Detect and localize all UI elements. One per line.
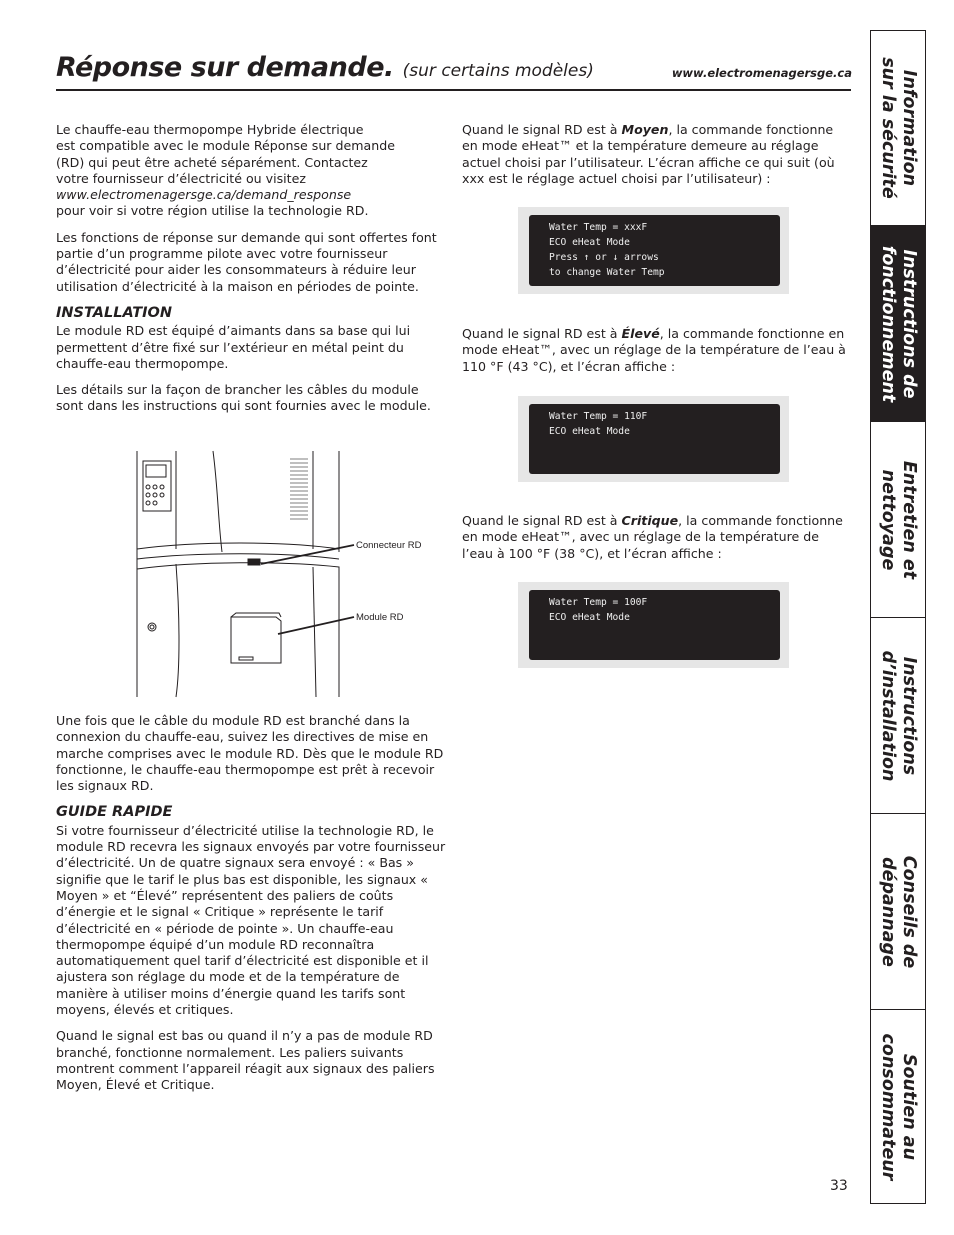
moyen-keyword: Moyen	[621, 122, 669, 137]
tab-information-securite[interactable]: Information sur la sécurité	[871, 31, 925, 226]
after-figure-paragraph: Une fois que le câble du module RD est branché dans la connexion du chauffe-eau, suivez les directives de mise en marche comprises avec le module RD. Dès que le module RD fonctionne, le chauffe-eau thermopompe est prêt à recevoir les signaux RD.	[56, 713, 444, 794]
eleve-keyword: Élevé	[621, 326, 660, 341]
left-column-top	[56, 122, 446, 425]
moyen-display-frame	[518, 207, 789, 294]
left-column-bottom	[56, 713, 446, 1104]
tab-conseils-depannage[interactable]: Conseils de dépannage	[871, 814, 925, 1010]
page-title: Réponse sur demande. (sur certains modèles)	[56, 52, 594, 83]
installation-paragraph-1: Le module RD est équipé d’aimants dans sa base qui lui permettent d’être fixé sur l’extérieur en métal peint du chauffe-eau thermopompe.	[56, 323, 411, 371]
display-line: Press ↑ or ↓ arrows	[549, 252, 659, 263]
display-line: ECO eHeat Mode	[549, 237, 630, 248]
display-line: Water Temp = xxxF	[549, 222, 648, 233]
critique-keyword: Critique	[621, 513, 679, 528]
connector-label: Connecteur RD	[356, 540, 422, 551]
tab-instructions-fonctionnement[interactable]: Instructions de fonctionnement	[871, 226, 925, 422]
guide-paragraph-1: Si votre fournisseur d’électricité utilise la technologie RD, le module RD recevra les signaux envoyés par votre fournisseur d’électricité. Un de quatre signaux sera envoyé : « Bas » signifie que le tarif le plus bas est disponible, les signaux « Moyen » et “Élevé” représentent des paliers de coûts d’énergie et le signal « Critique » représente le tarif d’électricité en « période de pointe ». Un chauffe-eau thermopompe équipé d’un module RD reconnaîtra automatiquement quel tarif d’électricité est disponible et il ajustera son réglage du mode et de la température de manière à utiliser moins d’énergie quand les tarifs sont moyens, élevés et critiques.	[56, 822, 446, 1018]
guide-heading: GUIDE RAPIDE	[56, 804, 173, 821]
tab-entretien-nettoyage[interactable]: Entretien et nettoyage	[871, 422, 925, 618]
critique-display-screen	[529, 590, 780, 660]
eleve-display-frame	[518, 396, 789, 482]
header-url[interactable]: www.electromenagersge.ca	[671, 66, 852, 80]
display-line: ECO eHeat Mode	[549, 426, 630, 437]
moyen-display-screen	[529, 215, 780, 286]
display-line: Water Temp = 110F	[549, 411, 648, 422]
section-tabs	[870, 30, 926, 1204]
header-rule	[56, 89, 851, 91]
tab-soutien-consommateur[interactable]: Soutien au consommateur	[878, 1033, 919, 1180]
eleve-display-screen	[529, 404, 780, 474]
installation-paragraph-2: Les détails sur la façon de brancher les câbles du module sont dans les instructions qui sont fournies avec le module.	[56, 382, 431, 414]
functions-paragraph: Les fonctions de réponse sur demande qui sont offertes font partie d’un programme pilote avec votre fournisseur d’électricité pour aider les consommateurs à réduire leur utilisation d’électricité à la maison en périodes de pointe.	[56, 229, 437, 294]
critique-display-frame	[518, 582, 789, 668]
display-line: to change Water Temp	[549, 267, 665, 278]
display-line: ECO eHeat Mode	[549, 612, 630, 623]
water-heater-module-illustration	[136, 449, 436, 699]
module-label: Module RD	[356, 612, 404, 623]
display-line: Water Temp = 100F	[549, 597, 648, 608]
guide-paragraph-2: Quand le signal est bas ou quand il n’y a pas de module RD branché, fonctionne normalement. Les paliers suivants montrent comment l’appareil réagit aux signaux des paliers Moyen, Élevé et Critique.	[56, 1028, 435, 1093]
moyen-paragraph: Quand le signal RD est à Moyen, la commande fonctionne en mode eHeat™ et la température demeure au réglage actuel choisi par l’utilisateur. L’écran affiche ce qui suit (où xxx est le réglage actuel choisi par l’utilisateur) :	[462, 122, 835, 186]
demand-response-url[interactable]: www.electromenagersge.ca/demand_response	[56, 187, 352, 203]
tab-instructions-installation[interactable]: Instructions d’installation	[871, 618, 925, 814]
installation-heading: INSTALLATION	[56, 304, 173, 321]
intro-paragraph: Le chauffe-eau thermopompe Hybride électrique est compatible avec le module Réponse sur demande (RD) qui peut être acheté séparément. Contactez votre fournisseur d’électricité ou visitez www.electromenagersge.ca/demand_response pour voir si votre région utilise la technologie RD.	[56, 122, 395, 219]
page-number: 33	[830, 1178, 848, 1194]
eleve-paragraph: Quand le signal RD est à Élevé, la commande fonctionne en mode eHeat™, avec un réglage de la température de l’eau à 110 °F (43 °C), et l’écran affiche :	[462, 326, 846, 374]
page-subtitle: (sur certains modèles)	[402, 61, 594, 81]
critique-paragraph: Quand le signal RD est à Critique, la commande fonctionne en mode eHeat™, avec un réglage de la température de l’eau à 100 °F (38 °C), et l’écran affiche :	[462, 513, 843, 561]
